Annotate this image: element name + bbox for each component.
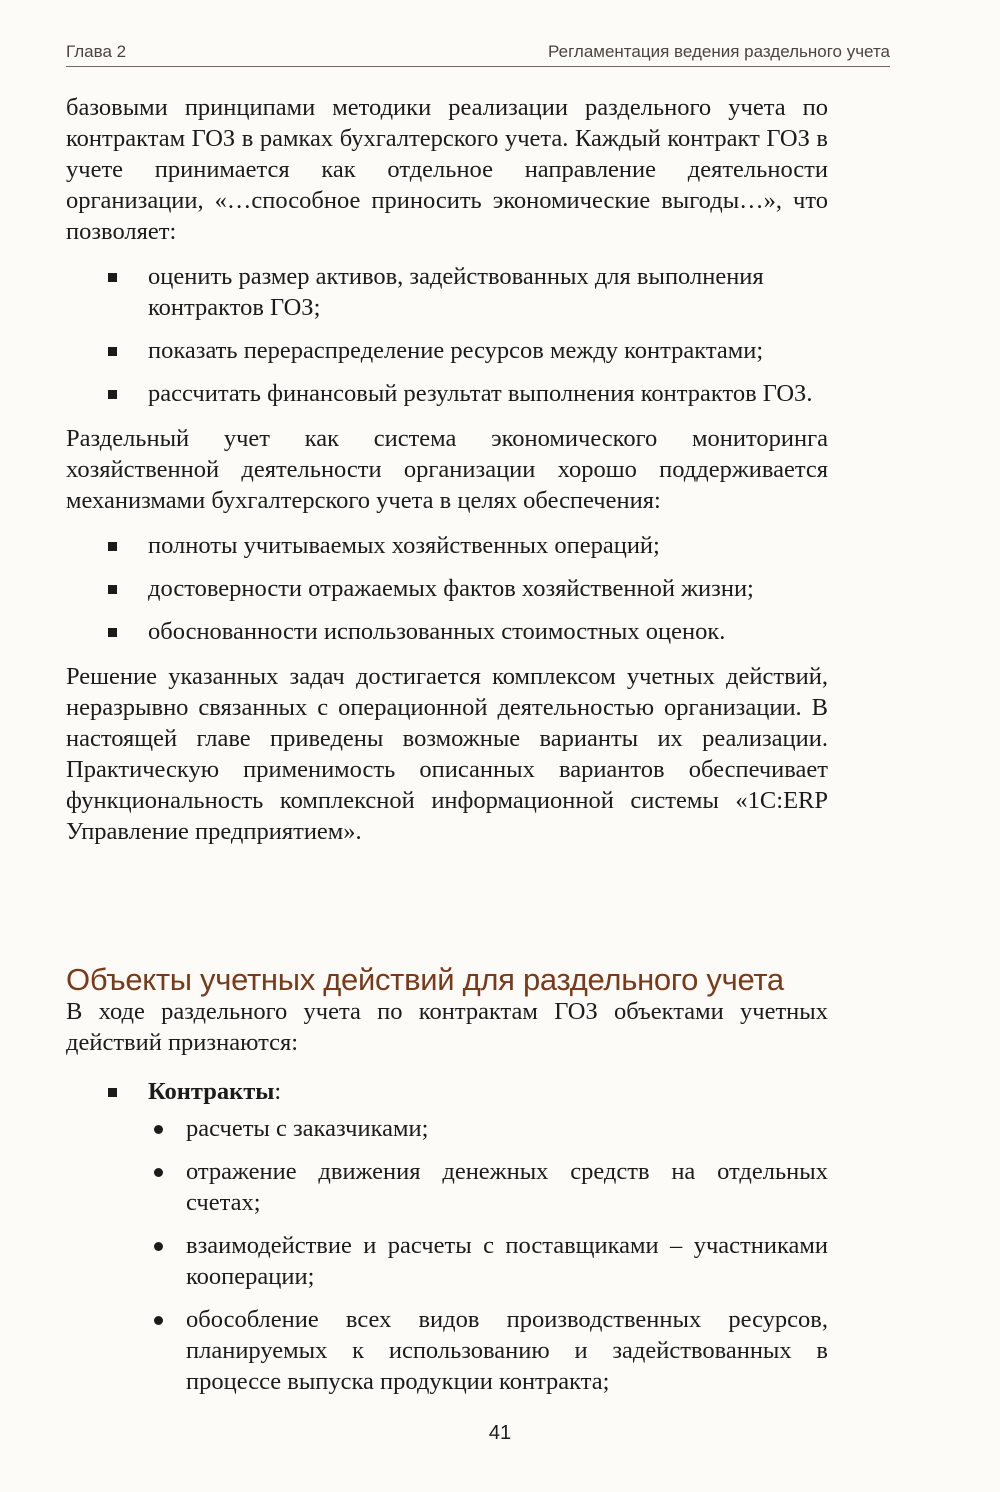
sub-list-item: расчеты с заказчиками; bbox=[66, 1113, 828, 1144]
paragraph-4: В ходе раздельного учета по контрактам ГОЗ объектами учетных действий признаются: bbox=[66, 998, 828, 1056]
square-bullet-icon bbox=[108, 273, 117, 282]
section-title: Регламентация ведения раздельного учета bbox=[548, 42, 890, 61]
round-bullet-icon bbox=[154, 1168, 163, 1177]
square-bullet-icon bbox=[108, 542, 117, 551]
sub-list-item: обособление всех видов производственных ресурсов, планируемых к использованию и задействованных в процессе выпуска продукции контракта; bbox=[66, 1304, 828, 1397]
body-upper bbox=[66, 92, 828, 847]
running-header bbox=[66, 38, 890, 67]
bullet-list-2 bbox=[66, 530, 828, 647]
sub-list bbox=[66, 1113, 828, 1397]
square-bullet-icon bbox=[108, 1088, 117, 1097]
list-item: Контракты: bbox=[66, 1076, 828, 1107]
square-bullet-icon bbox=[108, 390, 117, 399]
list-item: полноты учитываемых хозяйственных операций; bbox=[66, 530, 828, 561]
round-bullet-icon bbox=[154, 1125, 163, 1134]
intro-paragraph: базовыми принципами методики реализации раздельного учета по контрактам ГОЗ в рамках бухгалтерского учета. Каждый контракт ГОЗ в учете принимается как отдельное направление деятельности организации, «…способное приносить экономические выгоды…», что позволяет: bbox=[66, 94, 828, 245]
list-item: оценить размер активов, задействованных для выполнения контрактов ГОЗ; bbox=[66, 261, 828, 323]
sub-list-item: взаимодействие и расчеты с поставщиками – участниками кооперации; bbox=[66, 1230, 828, 1292]
page-number: 41 bbox=[488, 1422, 512, 1444]
square-bullet-icon bbox=[108, 628, 117, 637]
list-item: рассчитать финансовый результат выполнения контрактов ГОЗ. bbox=[66, 378, 828, 409]
paragraph-3: Решение указанных задач достигается комплексом учетных действий, неразрывно связанных с операционной деятельностью организации. В настоящей главе приведены возможные варианты их реализации. Практическую применимость описанных вариантов обеспечивает функциональность комплексной информационной системы «1С:ERP Управление предприятием». bbox=[66, 663, 828, 845]
sub-list-item: отражение движения денежных средств на отдельных счетах; bbox=[66, 1156, 828, 1218]
bullet-list-1 bbox=[66, 261, 828, 409]
square-bullet-icon bbox=[108, 347, 117, 356]
square-bullet-icon bbox=[108, 585, 117, 594]
bullet-list-3 bbox=[66, 1076, 828, 1107]
round-bullet-icon bbox=[154, 1316, 163, 1325]
body-lower bbox=[66, 996, 828, 1409]
section-heading: Объекты учетных действий для раздельного учета bbox=[66, 961, 784, 997]
list-item: достоверности отражаемых фактов хозяйственной жизни; bbox=[66, 573, 828, 604]
list-item: показать перераспределение ресурсов между контрактами; bbox=[66, 335, 828, 366]
chapter-label: Глава 2 bbox=[66, 42, 127, 61]
list-item: обоснованности использованных стоимостных оценок. bbox=[66, 616, 828, 647]
paragraph-2: Раздельный учет как система экономического мониторинга хозяйственной деятельности организации хорошо поддерживается механизмами бухгалтерского учета в целях обеспечения: bbox=[66, 425, 828, 514]
round-bullet-icon bbox=[154, 1242, 163, 1251]
contracts-label: Контракты bbox=[148, 1078, 275, 1105]
